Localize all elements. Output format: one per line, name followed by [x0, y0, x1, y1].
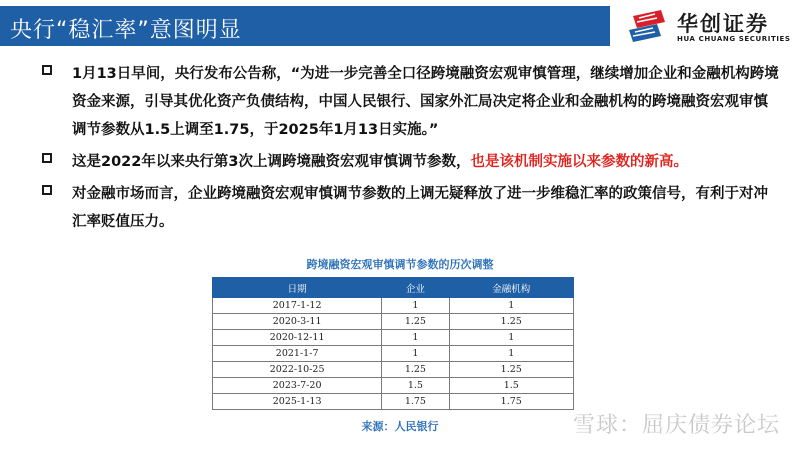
square-bullet-icon — [42, 185, 52, 195]
cell-date: 2023-7-20 — [213, 378, 382, 394]
cell-enterprise: 1.25 — [382, 362, 449, 378]
bullet-text-plain: 这是2022年以来央行第3次上调跨境融资宏观审慎调节参数， — [72, 154, 471, 170]
column-header-enterprise: 企业 — [382, 278, 449, 298]
cell-enterprise: 1.25 — [382, 314, 449, 330]
table-row — [213, 298, 574, 314]
table-row — [213, 346, 574, 362]
cell-financial-institution: 1.5 — [449, 378, 573, 394]
cell-enterprise: 1 — [382, 298, 449, 314]
bullet-text-highlight: 也是该机制实施以来参数的新高。 — [470, 154, 688, 170]
cell-date: 2021-1-7 — [213, 346, 382, 362]
cell-financial-institution: 1.25 — [449, 362, 573, 378]
cell-date: 2025-1-13 — [213, 394, 382, 410]
watermark: 雪球：屈庆债券论坛 — [572, 413, 780, 438]
square-bullet-icon — [42, 65, 52, 75]
bullet-item — [42, 180, 782, 236]
cell-enterprise: 1 — [382, 346, 449, 362]
header — [0, 0, 800, 52]
cell-financial-institution: 1 — [449, 330, 573, 346]
cell-enterprise: 1.75 — [382, 394, 449, 410]
company-logo — [625, 8, 795, 48]
cell-financial-institution: 1 — [449, 346, 573, 362]
cell-date: 2020-12-11 — [213, 330, 382, 346]
bullet-list — [42, 60, 782, 240]
cell-financial-institution: 1 — [449, 298, 573, 314]
cell-financial-institution: 1.25 — [449, 314, 573, 330]
square-bullet-icon — [42, 153, 52, 163]
logo-chinese-name: 华创证券 — [677, 12, 769, 36]
table-row — [213, 378, 574, 394]
bullet-item — [42, 60, 782, 144]
column-header-financial-institution: 金融机构 — [449, 278, 573, 298]
cell-date: 2020-3-11 — [213, 314, 382, 330]
logo-mark-icon — [625, 8, 669, 48]
table-row — [213, 330, 574, 346]
bullet-text: 对金融市场而言，企业跨境融资宏观审慎调节参数的上调无疑释放了进一步维稳汇率的政策信号，有利于对冲汇率贬值压力。 — [72, 186, 768, 230]
table-header-row — [213, 278, 574, 298]
logo-english-name: HUA CHUANG SECURITIES — [677, 35, 791, 43]
cell-date: 2022-10-25 — [213, 362, 382, 378]
adjustment-table — [212, 277, 574, 410]
table-row — [213, 394, 574, 410]
bullet-item — [42, 148, 782, 176]
title-bar — [0, 6, 610, 46]
table-title: 跨境融资宏观审慎调节参数的历次调整 — [306, 258, 494, 271]
cell-financial-institution: 1.75 — [449, 394, 573, 410]
cell-enterprise: 1 — [382, 330, 449, 346]
table-row — [213, 362, 574, 378]
source-note: 来源：人民银行 — [361, 420, 439, 433]
table-row — [213, 314, 574, 330]
column-header-date: 日期 — [213, 278, 382, 298]
page-title: 央行“稳汇率”意图明显 — [10, 18, 242, 43]
bullet-text: 1月13日早间，央行发布公告称，“为进一步完善全口径跨境融资宏观审慎管理，继续增加企业和金融机构跨境资金来源，引导其优化资产负债结构，中国人民银行、国家外汇局决定将企业和金融机构的跨境融资宏观审慎调节参数从1.5上调至1.75，于2025年1月13日实施。” — [72, 66, 779, 138]
cell-date: 2017-1-12 — [213, 298, 382, 314]
bullet-text — [72, 148, 782, 176]
cell-enterprise: 1.5 — [382, 378, 449, 394]
